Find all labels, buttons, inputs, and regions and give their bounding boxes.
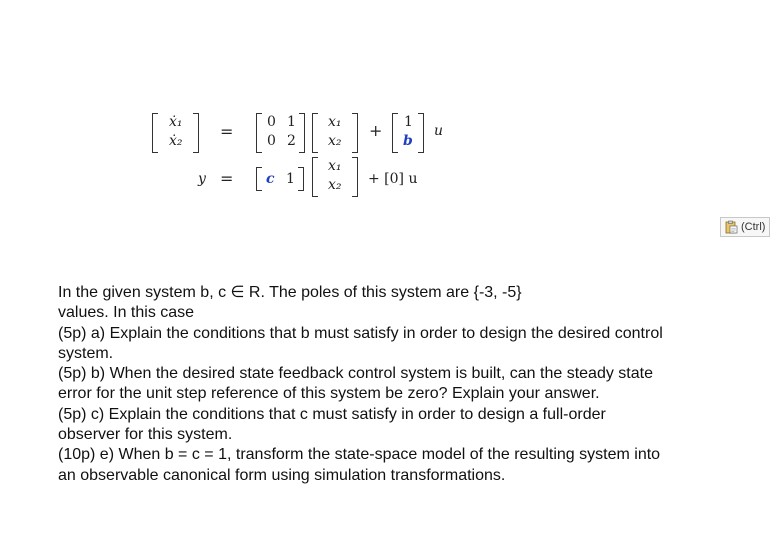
lhs-bracket-right [193,113,199,153]
equals-sign: = [220,122,234,141]
equals-sign-2: = [220,169,234,188]
question-line: values. In this case [58,304,195,322]
x2-bracket-left [312,157,318,197]
a-bracket-right [299,113,305,153]
a-21: 0 [267,133,276,149]
c-bracket-right [298,167,304,191]
state-equation [0,0,772,210]
question-text [58,283,748,486]
lhs-x2dot: ẋ₂ [169,133,183,149]
output-y: y [198,171,206,187]
x-bracket-left [312,113,318,153]
question-line: (5p) a) Explain the conditions that b must satisfy in order to design the desired control [58,324,663,342]
c-2: 1 [286,171,295,187]
input-u: u [434,123,444,139]
clipboard-icon [724,220,738,234]
question-line: (5p) b) When the desired state feedback control system is built, can the steady state [58,365,653,383]
paste-options-label: (Ctrl) [741,221,766,233]
d-term: + [0] u [368,171,418,187]
plus-sign: + [369,121,383,140]
question-line: an observable canonical form using simulation transformations. [58,466,506,484]
x2-2: x₂ [328,177,342,193]
question-line: system. [58,344,114,362]
a-22: 2 [287,133,296,149]
paste-options-button[interactable] [720,217,770,237]
question-line: (10p) e) When b = c = 1, transform the state-space model of the resulting system into [58,446,661,464]
x2-bracket-right [352,157,358,197]
x-1: x₁ [328,114,342,130]
question-line: observer for this system. [58,426,233,444]
c-bracket-left [256,167,262,191]
a-bracket-left [256,113,262,153]
question-line: error for the unit step reference of this system be zero? Explain your answer. [58,385,600,403]
a-11: 0 [267,114,276,130]
question-line: In the given system b, c ∈ R. The poles of this system are {-3, -5} [58,284,522,301]
lhs-bracket-left [152,113,158,153]
c-1: c [266,171,275,187]
b-bracket-left [392,113,398,153]
b-2: b [403,133,413,149]
x-bracket-right [352,113,358,153]
b-bracket-right [418,113,424,153]
x-2: x₂ [328,133,342,149]
x2-1: x₁ [328,158,342,174]
a-12: 1 [287,114,296,130]
lhs-x1dot: ẋ₁ [169,114,183,130]
question-line: (5p) c) Explain the conditions that c must satisfy in order to design a full-order [58,405,606,423]
b-1: 1 [404,114,413,130]
